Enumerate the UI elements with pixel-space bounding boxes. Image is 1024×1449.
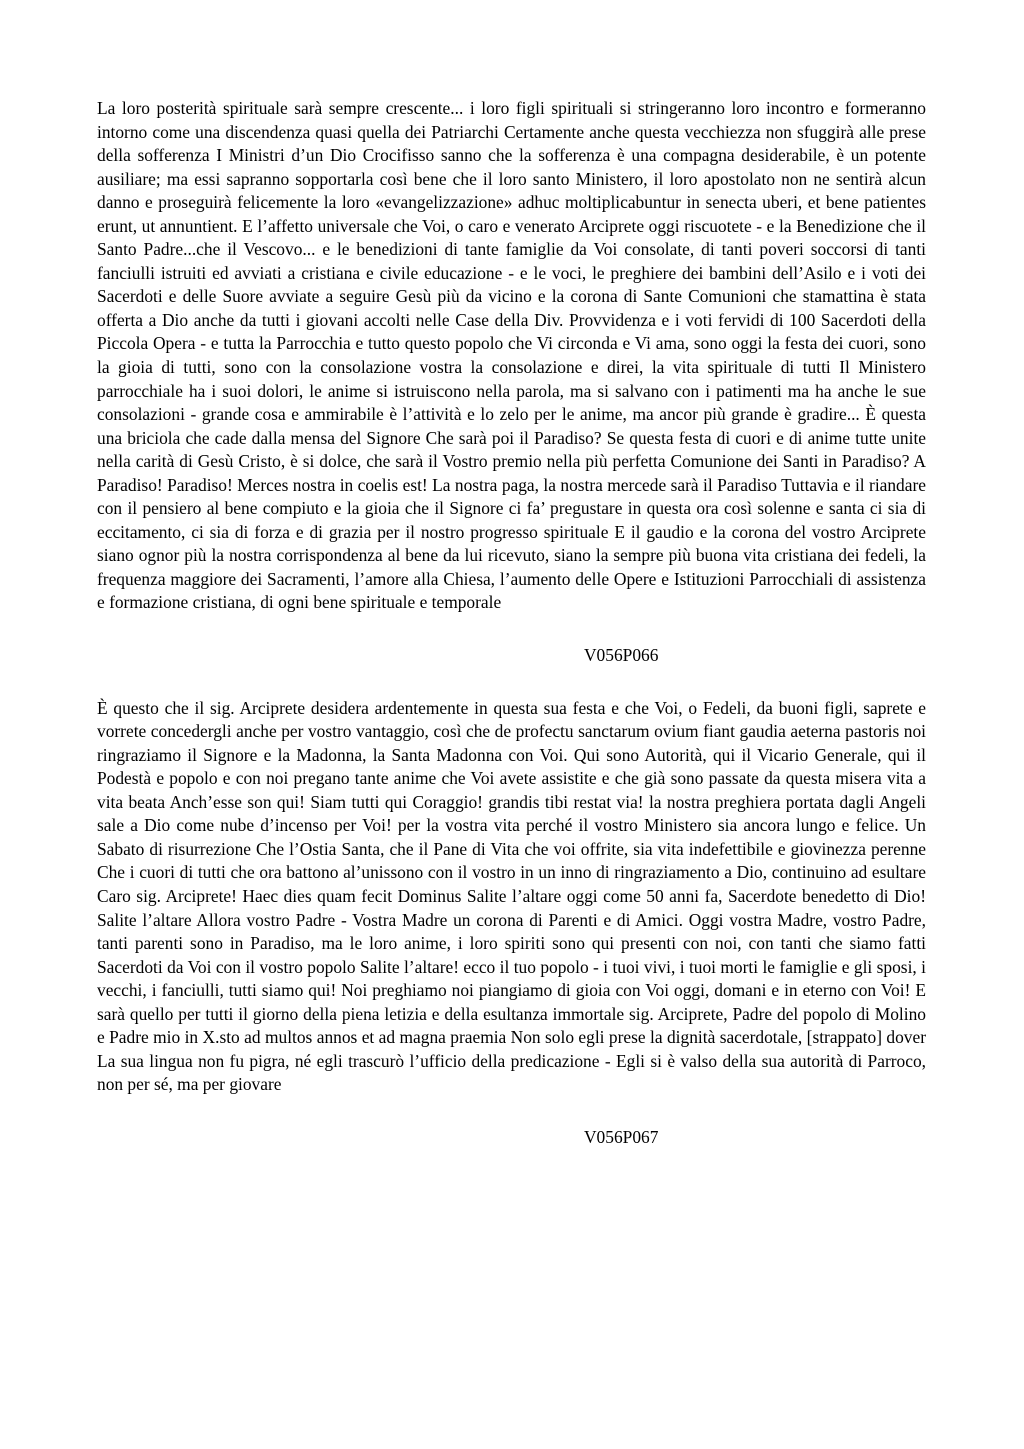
paragraph-1: La loro posterità spirituale sarà sempre crescente... i loro figli spirituali si stringeranno loro incontro e formeranno intorno come una discendenza quasi quella dei Patriarchi Certamente anche questa vecchiezza non sfuggirà alle prese della sofferenza I Ministri d’un Dio Crocifisso sanno che la sofferenza è una compagna desiderabile, è un potente ausiliare; ma essi sapranno sopportarla così bene che il loro santo Ministero, il loro apostolato non ne sentirà alcun danno e proseguirà felicemente la loro «evangelizzazione» adhuc moltiplicabuntur in senecta uberi, et bene patientes erunt, ut annuntient. E l’affetto universale che Voi, o caro e venerato Arciprete oggi riscuotete - e la Benedizione che il Santo Padre...che il Vescovo... e le benedizioni di tante famiglie da Voi consolate, di tanti poveri soccorsi di tanti fanciulli istruiti ed avviati a cristiana e civile educazione - e le voci, le preghiere dei bambini dell’Asilo e i voti dei Sacerdoti e delle Suore avviate a seguire Gesù più da vicino e la corona di Sante Comunioni che stamattina è stata offerta a Dio anche da tutti i giovani accolti nelle Case della Div. Provvidenza e i voti fervidi di 100 Sacerdoti della Piccola Opera - e tutta la Parrocchia e tutto questo popolo che Vi circonda e Vi ama, sono oggi la festa dei cuori, sono la gioia di tutti, sono con la consolazione vostra la consolazione e direi, la vita spirituale di tutti Il Ministero parrocchiale ha i suoi dolori, le anime si istruiscono nella parola, ma si salvano con i patimenti ma ha anche le sue consolazioni - grande cosa e ammirabile è l’attività e lo zelo per le anime, ma ancor più grande è gradire... È questa una briciola che cade dalla mensa del Signore Che sarà poi il Paradiso? Se questa festa di cuori e di anime tutte unite nella carità di Gesù Cristo, è si dolce, che sarà il Vostro premio nella più perfetta Comunione dei Santi in Paradiso? A Paradiso! Paradiso! Merces nostra in coelis est! La nostra paga, la nostra mercede sarà il Paradiso Tuttavia e il riandare con il pensiero al bene compiuto e la gioia che il Signore ci fa’ pregustare in questa ora così solenne e santa ci sia di eccitamento, ci sia di forza e di grazia per il nostro progresso spirituale E il gaudio e la corona del vostro Arciprete siano ognor più la nostra corrispondenza al bene da lui ricevuto, siano la sempre più buona vita cristiana dei fedeli, la frequenza maggiore dei Sacramenti, l’amore alla Chiesa, l’aumento delle Opere e Istituzioni Parrocchiali di assistenza e formazione cristiana, di ogni bene spirituale e temporale: [97, 98, 926, 613]
document-page: [97, 97, 926, 1149]
paragraph-2: È questo che il sig. Arciprete desidera ardentemente in questa sua festa e che Voi, o Fedeli, da buoni figli, saprete e vorrete concedergli anche per vostro vantaggio, così che de profectu sanctarum ovium fiant gaudia aeterna pastoris noi ringraziamo il Signore e la Madonna, la Santa Madonna con Voi. Qui sono Autorità, qui il Vicario Generale, qui il Podestà e popolo e con noi pregano tante anime che Voi avete assistite e che già sono passate da questa misera vita a vita beata Anch’esse son qui! Siam tutti qui Coraggio! grandis tibi restat via! la nostra preghiera portata dagli Angeli sale a Dio come nube d’incenso per Voi! per la vostra vita perché il vostro Ministero sia ancora lungo e felice. Un Sabato di risurrezione Che l’Ostia Santa, che il Pane di Vita che voi offrite, sia vita indefettibile e giovinezza perenne Che i cuori di tutti che ora battono al’unissono con il vostro in un inno di ringraziamento a Dio, continuino ad esultare Caro sig. Arciprete! Haec dies quam fecit Dominus Salite l’altare oggi come 50 anni fa, Sacerdote benedetto di Dio! Salite l’altare Allora vostro Padre - Vostra Madre un corona di Parenti e di Amici. Oggi vostra Madre, vostro Padre, tanti parenti sono in Paradiso, ma le loro anime, i loro spiriti sono qui presenti con noi, con tanti che siamo fatti Sacerdoti da Voi con il vostro popolo Salite l’altare! ecco il tuo popolo - i tuoi vivi, i tuoi morti le famiglie e gli sposi, i vecchi, i fanciulli, tutti siamo qui! Noi preghiamo noi piangiamo di gioia con Voi oggi, domani e in eterno con Voi! E sarà quello per tutti il giorno della piena letizia e della esultanza immortale sig. Arciprete, Padre del popolo di Molino e Padre mio in X.sto ad multos annos et ad magna praemia Non solo egli prese la dignità sacerdotale, [strappato] dover La sua lingua non fu pigra, né egli trascurò l’ufficio della predicazione - Egli si è valso della sua autorità di Parroco, non per sé, ma per giovare: [97, 697, 926, 1095]
page-code-2: V056P067: [584, 1126, 659, 1147]
page-code-1: V056P066: [584, 645, 659, 666]
